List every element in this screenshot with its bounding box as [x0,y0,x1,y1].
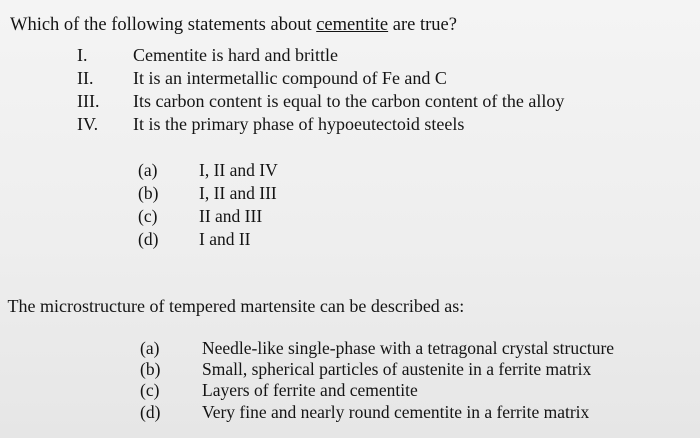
option-text: Small, spherical particles of austenite in a ferrite matrix [202,359,592,379]
option-text: Needle-like single-phase with a tetragonal crystal structure [202,338,615,358]
option-text: Very fine and nearly round cementite in a ferrite matrix [202,402,590,422]
option-letter: (c) [138,206,158,226]
question-1-title-post: are true? [388,15,457,35]
question-2-title-text: The microstructure of tempered martensite can be described as: [7,296,465,316]
option-text: II and III [199,206,263,226]
question-1-title [10,15,457,36]
option-text: I, II and IV [199,160,278,180]
question-1-title-pre: Which of the following statements about [10,15,317,35]
option-letter: (b) [140,359,161,379]
question-2-title [0,296,464,317]
statement-numeral: II. [77,68,94,88]
option-letter: (a) [140,338,160,358]
statement-text: Its carbon content is equal to the carbon content of the alloy [133,91,565,111]
statement-text: Cementite is hard and brittle [133,45,338,65]
statement-numeral: IV. [77,114,99,134]
option-letter: (d) [140,402,161,422]
option-letter: (b) [138,183,159,203]
statement-text: It is an intermetallic compound of Fe and C [133,68,447,88]
option-text: Layers of ferrite and cementite [202,380,418,400]
statement-numeral: I. [77,45,88,65]
statement-text: It is the primary phase of hypoeutectoid steels [133,114,465,134]
question-1-keyword: cementite [316,15,389,35]
option-letter: (d) [138,229,159,249]
option-letter: (a) [138,160,158,180]
option-text: I and II [199,229,251,249]
statement-numeral: III. [77,91,100,111]
option-letter: (c) [140,380,160,400]
option-text: I, II and III [199,183,277,203]
